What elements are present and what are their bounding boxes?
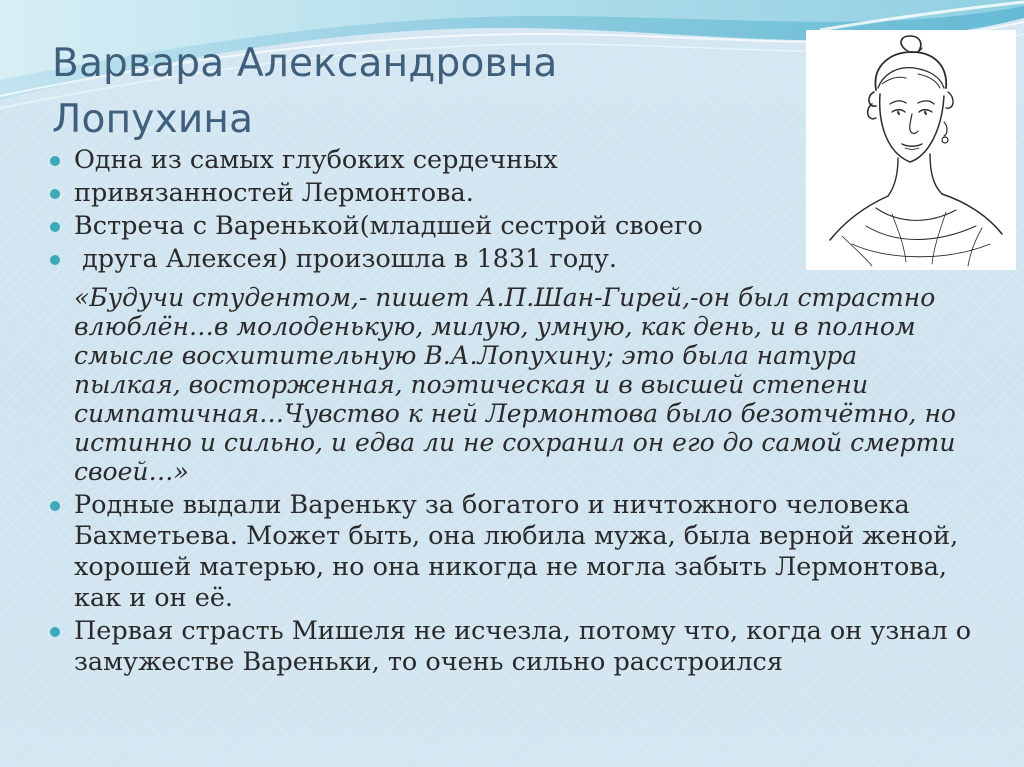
list-item-text: Первая страсть Мишеля не исчезла, потому что, когда он узнал о замужестве Вареньки, то очень сильно расстроился bbox=[74, 616, 972, 677]
slide-title bbox=[52, 36, 752, 148]
list-item-text: Одна из самых глубоких сердечных bbox=[74, 145, 558, 175]
round-bullet-icon bbox=[50, 156, 60, 166]
quote-block: «Будучи студентом,- пишет А.П.Шан-Гирей,-он был страстно влюблён…в молоденькую, милую, умную, как день, и в полном смысле восхитительную В.А.Лопухину; это была натура пылкая, восторженная, поэтическая и в высшей степени симпатичная…Чувство к ней Лермонтова было безотчётно, но истинно и сильно, и едва ли не сохранил он его до самой смерти своей…» bbox=[74, 283, 956, 486]
round-bullet-icon bbox=[50, 189, 60, 199]
list-item bbox=[46, 616, 996, 678]
list-item bbox=[46, 211, 996, 242]
title-line-2: Лопухина bbox=[52, 97, 254, 142]
list-item bbox=[46, 490, 996, 614]
round-bullet-icon bbox=[50, 222, 60, 232]
title-line-1: Варвара Александровна bbox=[52, 41, 558, 86]
list-item-text: привязанностей Лермонтова. bbox=[74, 178, 474, 208]
round-bullet-icon bbox=[50, 501, 60, 511]
round-bullet-icon bbox=[50, 627, 60, 637]
list-item-text: друга Алексея) произошла в 1831 году. bbox=[74, 244, 617, 274]
list-item bbox=[46, 178, 996, 209]
round-bullet-icon bbox=[50, 255, 60, 265]
list-item bbox=[46, 244, 996, 275]
list-item bbox=[46, 145, 996, 176]
slide-content bbox=[46, 145, 996, 680]
list-item-text: Встреча с Варенькой(младшей сестрой своего bbox=[74, 211, 703, 241]
list-item-text: Родные выдали Вареньку за богатого и ничтожного человека Бахметьева. Может быть, она любила мужа, была верной женой, хорошей матерью, но она никогда не могла забыть Лермонтова, как и он её. bbox=[74, 490, 959, 613]
